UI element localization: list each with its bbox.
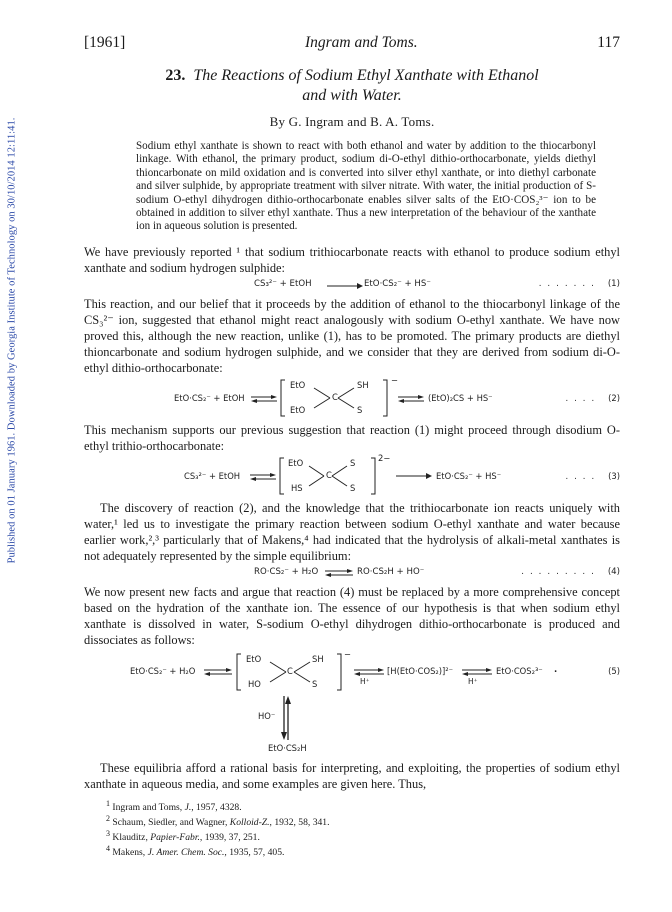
eq3-top-right: S (350, 457, 356, 468)
eq5-rhs: EtO·COS₂³⁻ (496, 665, 543, 676)
eq5-charge: − (344, 648, 352, 659)
eq3-top-left: EtO (288, 457, 304, 468)
eq5-proton-1: H⁺ (360, 676, 370, 686)
download-watermark-text: Published on 01 January 1961. Downloaded by Georgia Institute of Technology on 30/10/2014 12:11:41. (6, 117, 18, 563)
equilibrium-arrow-icon (398, 395, 424, 403)
equation-2: EtO·CS₂⁻ + EtOH EtO C SH EtO S − (EtO)₂CS + HS⁻ .... (2) (84, 378, 620, 418)
equation-5: EtO·CS₂⁻ + H₂O EtO C SH HO S − H⁺ [H(EtO·COS₂)]²⁻ H⁺ EtO·COS₂³⁻ . (5) HO⁻ EtO·CS₂H (130, 648, 620, 753)
eq2-bottom-right: S (357, 404, 363, 415)
eq2-rhs: (EtO)₂CS + HS⁻ (428, 392, 493, 403)
vertical-equilibrium-arrow-icon (281, 696, 291, 740)
article-number: 23. (165, 67, 186, 84)
header-authors: Ingram and Toms. (304, 34, 418, 51)
equation-3: CS₃²⁻ + EtOH EtO C S HS S 2− EtO·CS₂⁻ + HS⁻ .... (3) (84, 456, 620, 496)
eq3-charge: 2− (378, 452, 391, 463)
footnote: $^1$ Ingram and Toms, J., 1957, 4328. (106, 798, 242, 814)
eq5-number: (5) (608, 665, 620, 676)
paragraph-6: These equilibria afford a rational basis for interpreting, and exploiting, the properties of sodium ethyl xanthate in aqueous media, and some examples are given here. Thus, (84, 760, 620, 791)
eq2-top-right: SH (357, 379, 369, 390)
eq5-down-product: EtO·CS₂H (268, 742, 307, 753)
paragraph-3: This mechanism supports our previous suggestion that reaction (1) might proceed through disodium O-ethyl trithio-orthocarbonate: (84, 422, 620, 453)
title-line-2: and with Water. (302, 87, 402, 104)
eq5-lhs: EtO·CS₂⁻ + H₂O (130, 665, 196, 676)
eq4-rhs: RO·CS₂H + HO⁻ (357, 566, 425, 577)
abstract: Sodium ethyl xanthate is shown to react with both ethanol and water by addition to the thiocarbonyl linkage. With ethanol, the primary product, sodium di-O-ethyl dithio-orthocarbonate, yields diethyl thioncarbonate on mild oxidation and is converted into silver ethyl xanthate, or into diethyl carbonate and silver sulphide, by appropriate treatment with silver nitrate. With water, the initial production of S-sodium O-ethyl dihydrogen dithio-orthocarbonate enables silver salts of the EtO·COS₂³⁻ ion to be obtained in addition to silver ethyl xanthate. Thus a new interpretation of the behaviour of the xanthate ion in aqueous solution is presented. (136, 140, 596, 233)
header-year: [1961] (84, 34, 126, 51)
eq1-number: ....... (1) (538, 278, 620, 289)
byline: By G. Ingram and B. A. Toms. (269, 114, 435, 129)
header-page-number: 117 (597, 34, 620, 51)
eq3-rhs: EtO·CS₂⁻ + HS⁻ (436, 470, 502, 481)
equilibrium-arrow-icon (251, 395, 277, 403)
paragraph-4: The discovery of reaction (2), and the knowledge that the trithiocarbonate ion reacts uniquely with water,¹ led us to investigate the primary reaction between sodium O-ethyl xanthate and water because earlier work,²,³ particularly that of Makens,⁴ had indicated that the hydrolysis of alkali-metal xanthates is not adequately represented by the simple equilibrium: (84, 500, 620, 563)
eq4-lhs: RO·CS₂⁻ + H₂O (254, 566, 319, 577)
equilibrium-arrow-icon (354, 668, 384, 676)
eq5-top-right: SH (312, 653, 324, 664)
footnote: $^2$ Schaum, Siedler, and Wagner, Kolloid-Z., 1932, 58, 341. (106, 814, 330, 829)
eq3-number: .... (3) (565, 470, 620, 481)
equilibrium-arrow-icon (325, 569, 353, 577)
eq3-bottom-right: S (350, 482, 356, 493)
equilibrium-arrow-icon (204, 668, 232, 676)
running-head (84, 34, 620, 56)
paragraph-1: We have previously reported ¹ that sodium trithiocarbonate reacts with ethanol to produce sodium ethyl xanthate and sodium hydrogen sulphide: (84, 244, 620, 275)
paragraph-2: This reaction, and our belief that it proceeds by the addition of ethanol to the thiocarbonyl linkage of the CS₃²⁻ ion, suggested that ethanol might react analogously with sodium O-ethyl xanthate. We have now proved this, although the new reaction, unlike (1), has to be promoted. The primary products are diethyl thioncarbonate and sodium hydrogen sulphide, and we consider that they are derived from sodium di-O-ethyl dithio-orthocarbonate: (84, 296, 620, 375)
eq5-top-left: EtO (246, 653, 262, 664)
journal-page (84, 34, 620, 859)
footnote: $^3$ Klauditz, Papier-Fabr., 1939, 37, 251. (106, 829, 260, 844)
eq5-bottom-left: HO (248, 678, 261, 689)
equilibrium-arrow-icon (462, 668, 492, 676)
eq5-proton-2: H⁺ (468, 676, 478, 686)
equation-1 (84, 276, 620, 294)
eq2-bottom-left: EtO (290, 404, 306, 415)
article-title (84, 66, 620, 106)
eq1-rhs: EtO·CS₂⁻ + HS⁻ (364, 278, 431, 289)
equilibrium-arrow-icon (250, 473, 276, 481)
eq5-bottom-right: S (312, 678, 318, 689)
eq2-number: .... (2) (565, 392, 620, 403)
title-line-1: The Reactions of Sodium Ethyl Xanthate with Ethanol (193, 67, 539, 84)
equation-4 (84, 564, 620, 582)
forward-arrow-icon (327, 282, 363, 290)
forward-arrow-icon (396, 472, 432, 480)
eq5-hydroxide-label: HO⁻ (258, 710, 276, 721)
footnote: $^4$ Makens, J. Amer. Chem. Soc., 1935, 57, 405. (106, 844, 285, 859)
footnotes (106, 798, 620, 859)
eq4-number: ......... (4) (521, 566, 620, 577)
eq1-lhs: CS₃²⁻ + EtOH (254, 278, 312, 289)
eq5-intermediate: [H(EtO·COS₂)]²⁻ (387, 665, 454, 676)
download-watermark (0, 80, 24, 600)
eq3-lhs: CS₃²⁻ + EtOH (184, 470, 241, 481)
eq2-charge: − (391, 374, 399, 385)
eq2-top-left: EtO (290, 379, 306, 390)
eq2-lhs: EtO·CS₂⁻ + EtOH (174, 392, 245, 403)
eq3-bottom-left: HS (291, 482, 303, 493)
paragraph-5: We now present new facts and argue that reaction (4) must be replaced by a more comprehensive concept based on the hydration of the xanthate ion. The essence of our hypothesis is that when sodium ethyl xanthate is dissolved in water, S-sodium O-ethyl dihydrogen dithio-orthocarbonate is produced and dissociates as follows: (84, 584, 620, 647)
